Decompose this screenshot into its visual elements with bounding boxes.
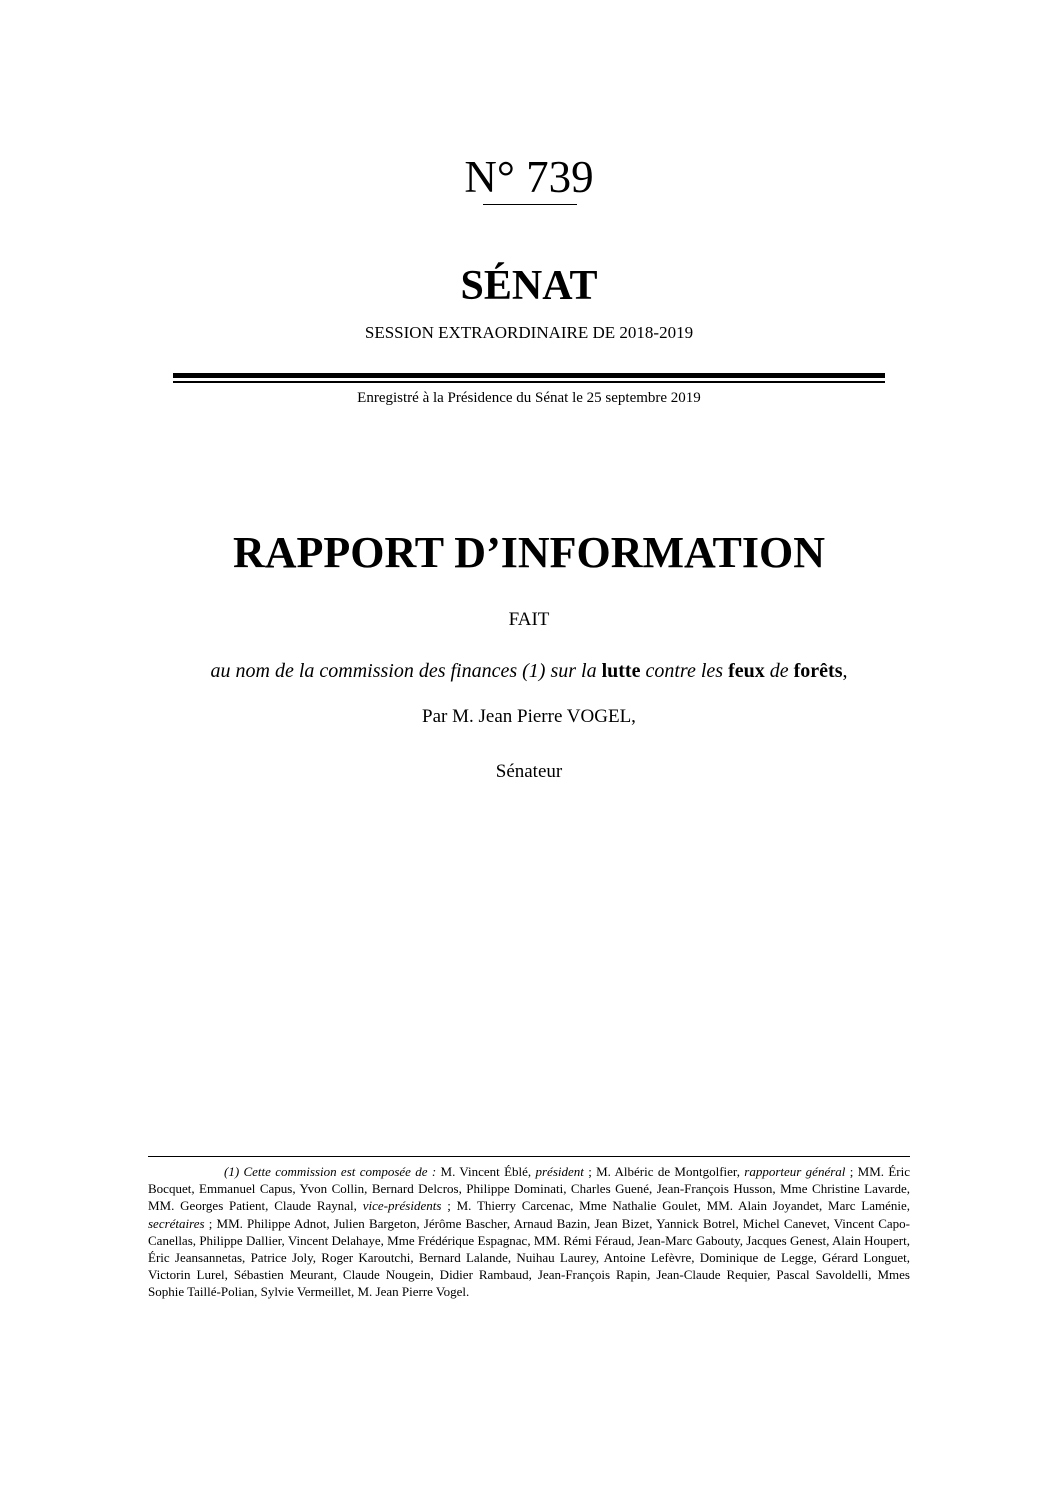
subject-bold-lutte: lutte: [601, 660, 641, 682]
footnote-vice-presidents: vice-présidents: [362, 1198, 442, 1214]
session-line: SESSION EXTRAORDINAIRE DE 2018-2019: [364, 323, 694, 342]
number-underline: [483, 204, 577, 205]
report-subject: [0, 658, 1058, 684]
chamber-name: SÉNAT: [460, 263, 598, 309]
footnote-rapporteur: rapporteur général: [744, 1164, 846, 1179]
author-name: Par M. Jean Pierre VOGEL,: [422, 706, 636, 727]
report-title: RAPPORT D’INFORMATION: [232, 528, 826, 577]
header-rule-thin: [173, 381, 885, 383]
header-rule-thick: [173, 373, 885, 378]
footnote-intro: (1) Cette commission est composée de :: [224, 1164, 437, 1179]
footnote-text-3: ; MM. Éric Bocquet, Emmanuel Capus, Yvon Collin, Bernard Delcros, Philippe Dominati, Charles Guené, Jean-François Husson, Mme Christine Lavarde, MM. Georges Patient, Claude Raynal,: [148, 1164, 910, 1214]
footnote-text-5: ; MM. Philippe Adnot, Julien Bargeton, Jérôme Bascher, Arnaud Bazin, Jean Bizet, Yannick Botrel, Michel Canevet, Vincent Capo-Canellas, Philippe Dallier, Vincent Delahaye, Mme Frédérique Espagnac, MM. Rémi Féraud, Jean-Marc Gabouty, Jacques Genest, Alain Houpert, Éric Jeansannetas, Patrice Joly, Roger Karoutchi, Bernard Lalande, Nuihau Laurey, Antoine Lefèvre, Dominique de Legge, Gérard Longuet, Victorin Lurel, Sébastien Meurant, Claude Nougein, Didier Rambaud, Jean-François Rapin, Jean-Claude Requier, Pascal Savoldelli, Mmes Sophie Taillé-Polian, Sylvie Vermeillet, M. Jean Pierre Vogel.: [148, 1215, 910, 1300]
subject-text-1: au nom de la commission des finances (1) sur la: [210, 660, 602, 682]
footnote-president: président: [535, 1164, 584, 1179]
author-role: Sénateur: [495, 761, 563, 782]
subject-bold-forets: forêts: [793, 660, 843, 682]
subject-text-3: de: [764, 660, 794, 682]
commission-footnote: [148, 1163, 910, 1301]
subject-end: ,: [842, 660, 848, 682]
registration-line: Enregistré à la Présidence du Sénat le 25 septembre 2019: [357, 390, 701, 406]
subject-text-2: contre les: [640, 660, 729, 682]
footnote-rule: [148, 1156, 910, 1157]
made-label: FAIT: [508, 609, 550, 630]
footnote-text-4: ; M. Thierry Carcenac, Mme Nathalie Goulet, MM. Alain Joyandet, Marc Laménie,: [441, 1198, 910, 1214]
footnote-text-1: M. Vincent Éblé,: [436, 1164, 536, 1179]
subject-bold-feux: feux: [728, 660, 765, 682]
document-number: N° 739: [464, 152, 594, 202]
footnote-secretaires: secrétaires: [148, 1215, 205, 1231]
footnote-text-2: ; M. Albéric de Montgolfier,: [583, 1164, 745, 1179]
